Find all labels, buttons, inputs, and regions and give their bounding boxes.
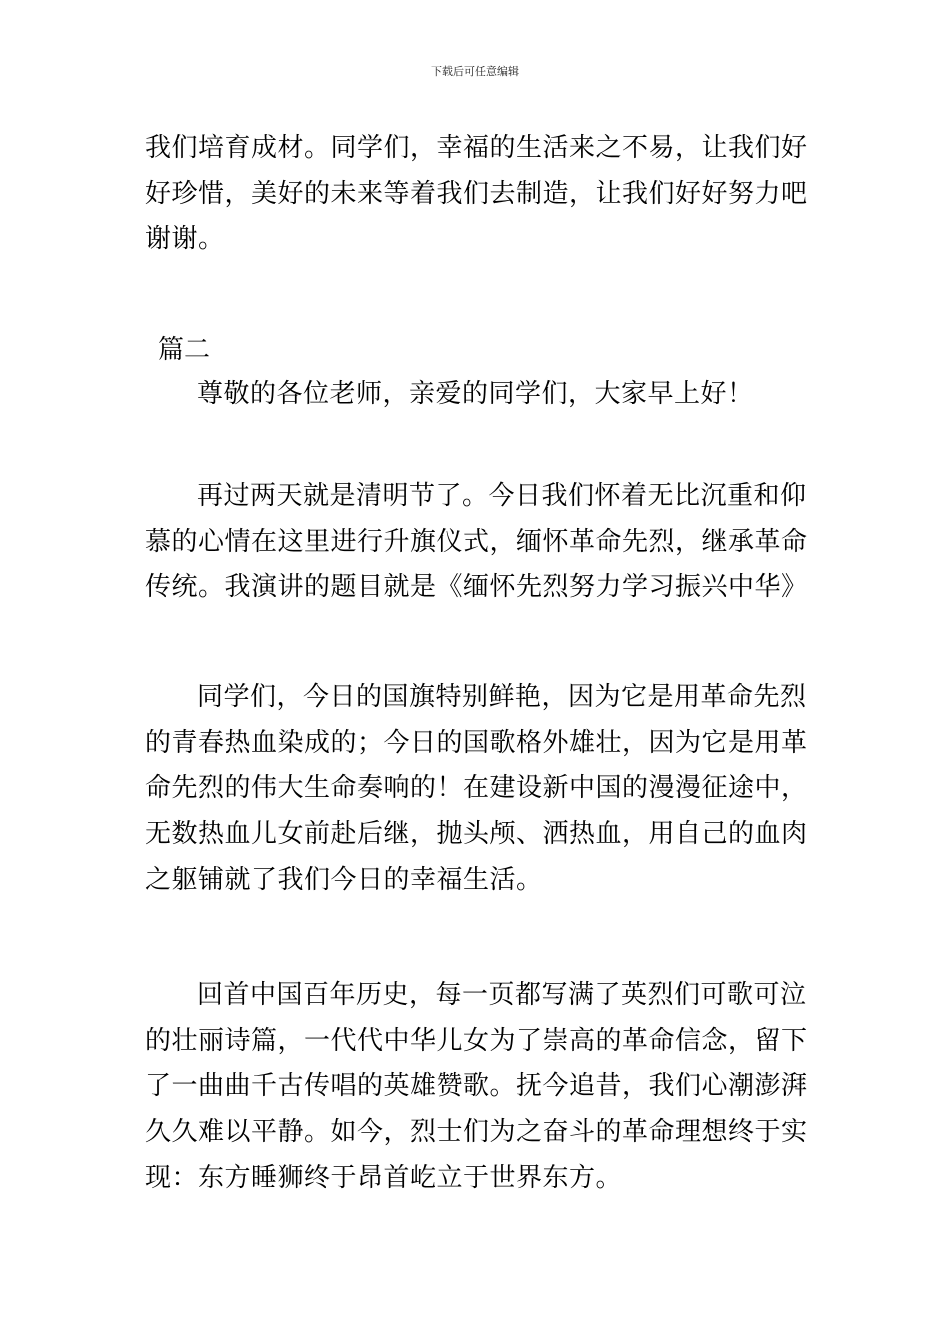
section-title: 篇二 (158, 335, 211, 365)
page-header-note: 下载后可任意编辑 (431, 65, 519, 78)
paragraph-qingming: 再过两天就是清明节了。今日我们怀着无比沉重和仰慕的心情在这里进行升旗仪式，缅怀革命先烈，继承革命传统。我演讲的题目就是《缅怀先烈努力学习振兴中华》 (145, 481, 808, 603)
paragraph-national-flag: 同学们，今日的国旗特别鲜艳，因为它是用革命先烈的青春热血染成的；今日的国歌格外雄壮，因为它是用革命先烈的伟大生命奏响的！在建设新中国的漫漫征途中，无数热血儿女前赴后继，抛头颅、洒热血，用自己的血肉之躯铺就了我们今日的幸福生活。 (145, 682, 808, 895)
paragraph-history: 回首中国百年历史，每一页都写满了英烈们可歌可泣的壮丽诗篇，一代代中华儿女为了崇高的革命信念，留下了一曲曲千古传唱的英雄赞歌。抚今追昔，我们心潮澎湃久久难以平静。如今，烈士们为之奋斗的革命理想终于实现：东方睡狮终于昂首屹立于世界东方。 (145, 980, 808, 1193)
greeting-paragraph: 尊敬的各位老师，亲爱的同学们，大家早上好！ (197, 379, 754, 409)
paragraph-continued: 我们培育成材。同学们，幸福的生活来之不易，让我们好好珍惜，美好的未来等着我们去制造，让我们好好努力吧谢谢。 (145, 133, 808, 255)
